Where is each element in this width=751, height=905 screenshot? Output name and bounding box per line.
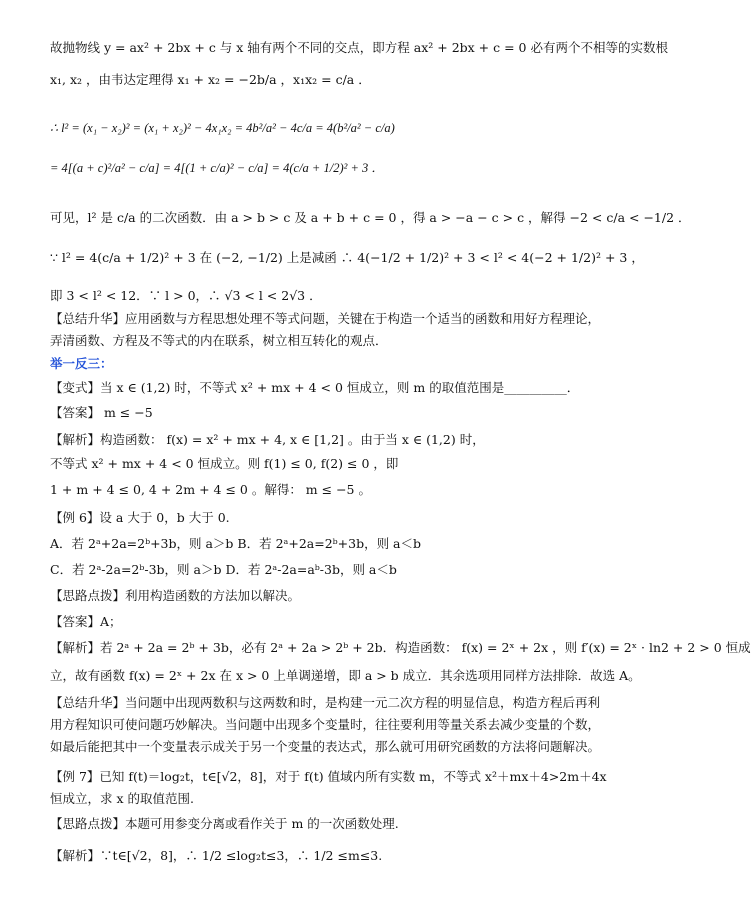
- text-line-05: 可见，l² 是 c/a 的二次函数．由 a > b > c 及 a + b + c = 0 ，得 a > −a − c > c ，解得 −2 < c/a < −1/2 ．: [50, 210, 691, 225]
- variant-answer: 【答案】 m ≤ −5: [50, 405, 153, 420]
- example6-options-ab: A．若 2ᵃ+2a=2ᵇ+3b，则 a＞b B．若 2ᵃ+2a=2ᵇ+3b，则 a＜b: [50, 536, 422, 551]
- example6-options-cd: C．若 2ᵃ-2a=2ᵇ-3b，则 a＞b D．若 2ᵃ-2a=aᵇ-3b，则 a＜b: [50, 562, 397, 577]
- example6-answer: 【答案】A；: [50, 614, 122, 629]
- example6-hint: 【思路点拨】利用构造函数的方法加以解决。: [50, 588, 301, 603]
- variant-question: 【变式】当 x ∈ (1,2) 时，不等式 x² + mx + 4 < 0 恒成立，则 m 的取值范围是__________．: [50, 380, 580, 395]
- example7-hint: 【思路点拨】本题可用参变分离或看作关于 m 的一次函数处理.: [50, 816, 399, 831]
- example6-stem: 【例 6】设 a 大于 0，b 大于 0.: [50, 510, 230, 525]
- example7-stem: 【例 7】已知 f(t)＝log₂t，t∈[√2，8]，对于 f(t) 值域内所有实数 m，不等式 x²＋mx＋4>2m＋4x 恒成立，求 x 的取值范围.: [50, 769, 607, 806]
- variant-analysis-1: 【解析】构造函数： f(x) = x² + mx + 4, x ∈ [1,2] 。由于当 x ∈ (1,2) 时，: [50, 432, 485, 447]
- variant-analysis-2: 不等式 x² + mx + 4 < 0 恒成立。则 f(1) ≤ 0, f(2) ≤ 0 ，即: [50, 456, 399, 471]
- example6-analysis-2: 立，故有函数 f(x) = 2ˣ + 2x 在 x > 0 上单调递增，即 a > b 成立．其余选项用同样方法排除．故选 A。: [50, 668, 641, 683]
- section-heading-extend: 举一反三：: [50, 356, 113, 371]
- summary-paragraph-1: 【总结升华】应用函数与方程思想处理不等式问题，关键在于构造一个适当的函数和用好方程理论，弄清函数、方程及不等式的内在联系，树立相互转化的观点．: [50, 311, 601, 348]
- text-line-01: 故抛物线 y = ax² + 2bx + c 与 x 轴有两个不同的交点，即方程 ax² + 2bx + c = 0 必有两个不相等的实数根: [50, 40, 668, 55]
- example7-analysis: 【解析】∵t∈[√2，8]，∴ 1/2 ≤log₂t≤3，∴ 1/2 ≤m≤3.: [50, 848, 383, 863]
- formula-line-04: = 4[(a + c)²/a² − c/a] = 4[(1 + c/a)² − c/a] = 4(c/a + 1/2)² + 3 ．: [50, 161, 384, 175]
- formula-line-03: ∴ l² = (x₁ − x₂)² = (x₁ + x₂)² − 4x₁x₂ = 4b²/a² − 4c/a = 4(b²/a² − c/a): [50, 121, 395, 135]
- variant-analysis-3: 1 + m + 4 ≤ 0, 4 + 2m + 4 ≤ 0 。解得： m ≤ −5 。: [50, 482, 371, 497]
- summary-paragraph-2: 【总结升华】当问题中出现两数积与这两数和时，是构建一元二次方程的明显信息，构造方程后再利用方程知识可使问题巧妙解决。当问题中出现多个变量时，往往要利用等量关系去减少变量的个数，如最后能把其中一个变量表示成关于另一个变量的表达式，那么就可用研究函数的方法将问题解决。: [50, 695, 601, 754]
- text-line-07: 即 3 < l² < 12．∵ l > 0，∴ √3 < l < 2√3 ．: [50, 288, 322, 303]
- text-line-06: ∵ l² = 4(c/a + 1/2)² + 3 在 (−2, −1/2) 上是减函 ∴ 4(−1/2 + 1/2)² + 3 < l² < 4(−2 + 1/2)² + 3 ，: [50, 250, 644, 265]
- example6-analysis-1: 【解析】若 2ᵃ + 2a = 2ᵇ + 3b，必有 2ᵃ + 2a > 2ᵇ + 2b．构造函数： f(x) = 2ˣ + 2x ，则 f′(x) = 2ˣ · ln2 + 2 > 0 恒成: [50, 640, 751, 655]
- text-line-02: x₁, x₂ ，由韦达定理得 x₁ + x₂ = −2b/a ，x₁x₂ = c/a ．: [50, 72, 371, 87]
